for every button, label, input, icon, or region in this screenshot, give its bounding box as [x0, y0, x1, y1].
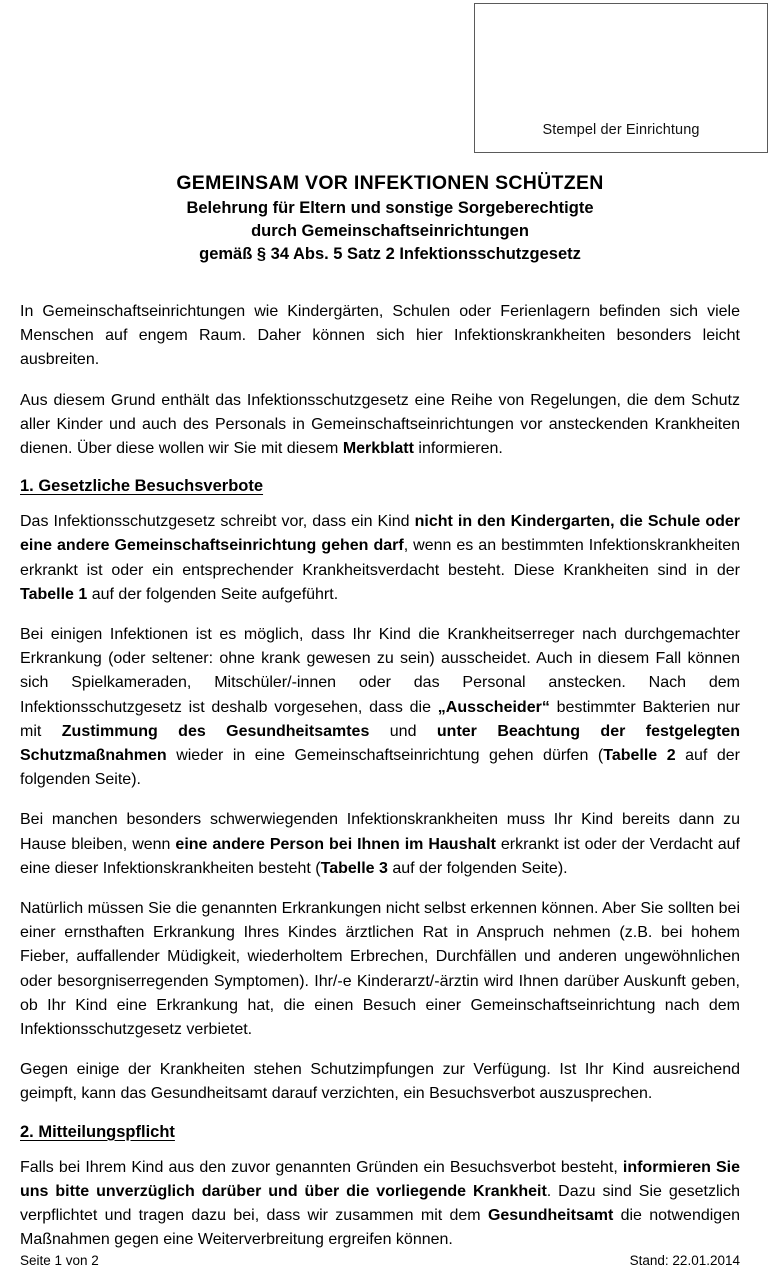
- s1-p2-bold-tabelle-2: Tabelle 2: [603, 747, 676, 765]
- s1-p2-bold-ausscheider: „Ausscheider“: [437, 698, 550, 716]
- s1-p2-bold-schutzmassnahmen: unter Beachtung der festgelegten Schutzmaßnahmen: [20, 722, 741, 765]
- s1-p3-bold-haushalt: eine andere Person bei Ihnen im Haushalt: [175, 835, 496, 853]
- section1-paragraph-4: Natürlich müssen Sie die genannten Erkrankungen nicht selbst erkennen können. Aber Sie sollten bei einer ernsthaften Erkrankung Ihres Kindes ärztlichen Rat in Anspruch nehmen (z.B. bei hohem Fieber, auffallender Müdigkeit, wiederholtem Erbrechen, Durchfällen und anderen ungewöhnlichen oder besorgniserregenden Symptomen). Ihr/-e Kinderarzt/-ärztin wird Ihnen darüber Auskunft geben, ob Ihr Kind eine Erkrankung hat, die einen Besuch einer Gemeinschaftseinrichtung nach dem Infektionsschutzgesetz verbietet.: [20, 900, 740, 1039]
- page-title: GEMEINSAM VOR INFEKTIONEN SCHÜTZEN: [176, 172, 604, 194]
- document-body: [20, 300, 740, 1253]
- stamp-box-label: Stempel der Einrichtung: [542, 122, 700, 138]
- section1-paragraph-2: [20, 623, 740, 792]
- s1-p1-bold-verbot: nicht in den Kindergarten, die Schule oder eine andere Gemeinschaftseinrichtung gehen darf: [20, 513, 741, 555]
- footer-status-date: Stand: 22.01.2014: [629, 1253, 740, 1268]
- section-heading-1: [20, 477, 740, 496]
- s1-p3-text-c: auf der folgenden Seite).: [387, 859, 568, 877]
- section2-paragraph-1: [20, 1156, 740, 1253]
- subtitle-line-3: gemäß § 34 Abs. 5 Satz 2 Infektionsschutzgesetz: [199, 245, 581, 263]
- intro-paragraph-1: In Gemeinschaftseinrichtungen wie Kindergärten, Schulen oder Ferienlagern befinden sich viele Menschen auf engem Raum. Daher können sich hier Infektionskrankheiten besonders leicht ausbreiten.: [20, 303, 740, 369]
- s1-p3-text-b: erkrankt ist oder der Verdacht auf eine dieser Infektionskrankheiten besteht (: [20, 835, 741, 877]
- section-heading-2-label: 2. Mitteilungspflicht: [20, 1122, 175, 1141]
- subtitle-line-2: durch Gemeinschaftseinrichtungen: [251, 222, 529, 240]
- s1-p2-text-a: Bei einigen Infektionen ist es möglich, dass Ihr Kind die Krankheitserreger nach durchgemachter Erkrankung (oder seltener: ohne krank gewesen zu sein) ausscheidet. Auch in diesem Fall können sich Spielkameraden, Mitschüler/-innen oder das Personal anstecken. Nach dem Infektionsschutzgesetz ist deshalb vorgesehen, dass die: [20, 626, 740, 716]
- section1-paragraph-5: Gegen einige der Krankheiten stehen Schutzimpfungen zur Verfügung. Ist Ihr Kind ausreichend geimpft, kann das Gesundheitsamt darauf verzichten, ein Besuchsverbot auszusprechen.: [20, 1061, 740, 1103]
- intro-paragraph-2: [20, 389, 740, 462]
- s1-p1-text-a: Das Infektionsschutzgesetz schreibt vor, dass ein Kind: [20, 513, 415, 531]
- s1-p1-bold-tabelle-1: Tabelle 1: [20, 585, 88, 603]
- footer-page-number: Seite 1 von 2: [20, 1253, 99, 1268]
- section1-paragraph-3: [20, 808, 740, 881]
- subtitle-line-1: Belehrung für Eltern und sonstige Sorgeberechtigte: [186, 199, 594, 217]
- s1-p2-text-d: wieder in eine Gemeinschaftseinrichtung gehen dürfen (: [166, 747, 604, 765]
- s2-p1-bold-informieren: informieren Sie uns bitte unverzüglich darüber und über die vorliegende Krankheit: [20, 1158, 741, 1200]
- intro-p2-text-b: informieren.: [413, 440, 503, 458]
- s2-p1-text-c: die notwendigen Maßnahmen gegen eine Weiterverbreitung ergreifen können.: [20, 1207, 741, 1249]
- s1-p2-bold-zustimmung: Zustimmung des Gesundheitsamtes: [61, 722, 370, 740]
- s2-p1-bold-gesundheitsamt: Gesundheitsamt: [487, 1207, 614, 1225]
- section-heading-1-label: 1. Gesetzliche Besuchsverbote: [20, 477, 264, 496]
- section1-paragraph-1: [20, 510, 740, 607]
- s1-p2-text-c: und: [369, 722, 437, 740]
- intro-p2-text-a: Aus diesem Grund enthält das Infektionsschutzgesetz eine Reihe von Regelungen, die dem Schutz aller Kinder und auch des Personals in Gemeinschaftseinrichtungen vor ansteckenden Krankheiten dienen. Über diese wollen wir Sie mit diesem: [20, 391, 740, 458]
- section-heading-2: [20, 1123, 740, 1142]
- page-footer: [20, 1253, 740, 1268]
- s1-p3-bold-tabelle-3: Tabelle 3: [320, 859, 388, 877]
- s1-p1-text-b: , wenn es an bestimmten Infektionskrankheiten erkrankt ist oder ein entsprechender Krankheitsverdacht besteht. Diese Krankheiten sind in der: [20, 537, 741, 579]
- s1-p3-text-a: Bei manchen besonders schwerwiegenden Infektionskrankheiten muss Ihr Kind bereits dann zu Hause bleiben, wenn: [20, 811, 740, 853]
- s1-p2-text-b: bestimmter Bakterien nur mit: [20, 698, 740, 740]
- s2-p1-text-a: Falls bei Ihrem Kind aus den zuvor genannten Gründen ein Besuchsverbot besteht,: [20, 1158, 623, 1176]
- stamp-box: [474, 3, 768, 153]
- s2-p1-text-b: . Dazu sind Sie gesetzlich verpflichtet und tragen dazu bei, dass wir zusammen mit dem: [20, 1182, 740, 1225]
- intro-p2-bold-merkblatt: Merkblatt: [342, 440, 414, 458]
- document-title-block: [20, 170, 760, 266]
- s1-p1-text-c: auf der folgenden Seite aufgeführt.: [87, 585, 339, 603]
- s1-p2-text-e: auf der folgenden Seite).: [20, 747, 740, 789]
